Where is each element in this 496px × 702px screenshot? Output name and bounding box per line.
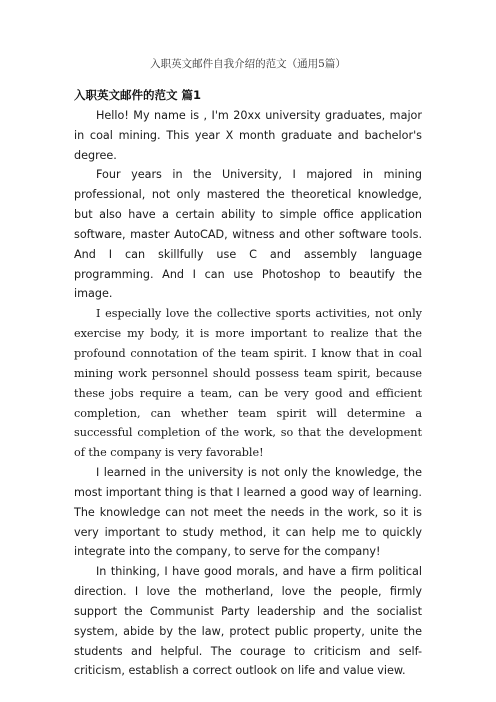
document-header: 入职英文邮件自我介绍的范文（通用5篇） (150, 58, 346, 70)
paragraph-3: I especially love the collective sports activities, not only exercise my body, it is more important to realize that the profound connotation of the team spirit. I know that in coal mining work personnel should possess team spirit, because these jobs require a team, can be very good and efficient completion, can whether team spirit will determine a successful completion of the work, so that the development of the company is very favorable! (74, 307, 422, 460)
paragraph-5: In thinking, I have good morals, and have a firm political direction. I love the motherland, love the people, firmly support the Communist Party leadership and the socialist system, abide by the law, protect public property, unite the students and helpful. The courage to criticism and self-criticism, establish a correct outlook on life and value view. (74, 565, 422, 678)
paragraph-1: Hello! My name is , I'm 20xx university graduates, major in coal mining. This year X month graduate and bachelor's degree. (74, 108, 422, 162)
paragraph-2: Four years in the University, I majored in mining professional, not only mastered the theoretical knowledge, but also have a certain ability to simple office application software, master AutoCAD, witness and other software tools. And I can skillfully use C and assembly language programming. And I can use Photoshop to beautify the image. (74, 168, 422, 301)
section-title: 入职英文邮件的范文 篇1 (74, 88, 202, 102)
paragraph-4: I learned in the university is not only the knowledge, the most important thing is that I learned a good way of learning. The knowledge can not meet the needs in the work, so it is very important to study method, it can help me to quickly integrate into the company, to serve for the company! (74, 466, 422, 559)
document-body (74, 86, 422, 681)
